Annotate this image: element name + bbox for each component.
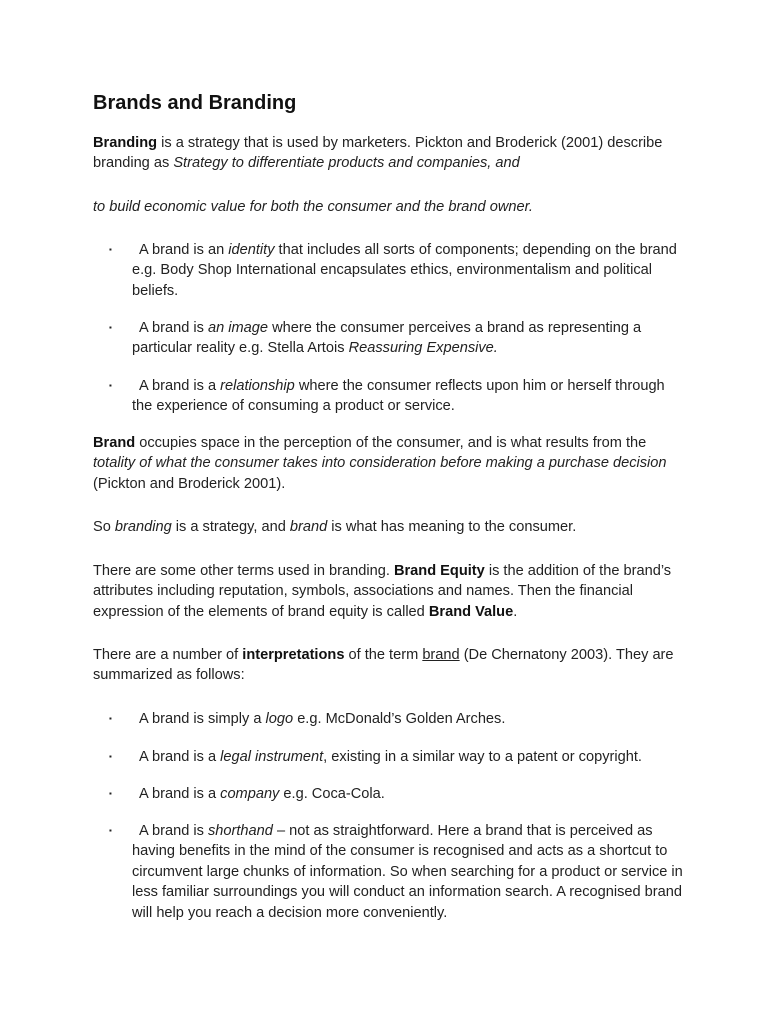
intro-paragraph: Branding is a strategy that is used by marketers. Pickton and Broderick (2001) describe branding as Strategy to differentiate products and companies, and	[93, 135, 663, 172]
term-brand-equity: Brand Equity	[393, 563, 485, 579]
term-branding: Branding	[93, 135, 158, 151]
term-brand-value: Brand Value	[428, 603, 514, 620]
so-paragraph: So branding is a strategy, and brand is what has meaning to the consumer.	[93, 519, 577, 535]
bullet-icon: ▪	[109, 752, 112, 761]
list-item: ▪ A brand is shorthand – not as straightforward. Here a brand that is perceived as having benefits in the mind of the consumer is recognised and acts as a shortcut to circumvent large chunks of information. So when searching for a product or service in less familiar surroundings you will conduct an information search. A recognised brand will help you reach a decision more conveniently.	[109, 823, 683, 921]
bullet-icon: ▪	[109, 789, 112, 798]
terms-paragraph: There are some other terms used in branding. Brand Equity is the addition of the brand’s attributes including reputation, symbols, associations and names. Then the financial expression of the elements of brand equity is called Brand Value.	[93, 563, 672, 620]
list-item: ▪ A brand is an image where the consumer perceives a brand as representing a particular reality e.g. Stella Artois Reassuring Expensive.	[109, 320, 642, 357]
term-interpretations: interpretations	[242, 647, 345, 663]
list-item: ▪ A brand is a legal instrument, existing in a similar way to a patent or copyright.	[93, 747, 683, 767]
list-item: ▪ A brand is simply a logo e.g. McDonald’s Golden Arches.	[93, 709, 683, 729]
term-brand-underlined: brand	[422, 647, 460, 663]
bullet-icon: ▪	[109, 714, 112, 723]
list-item: ▪ A brand is a relationship where the consumer reflects upon him or herself through the experience of consuming a product or service.	[109, 378, 665, 415]
bullet-icon: ▪	[109, 826, 112, 835]
intro-continuation: to build economic value for both the consumer and the brand owner.	[93, 199, 533, 215]
bullet-icon: ▪	[109, 245, 112, 254]
list-item: ▪ A brand is a company e.g. Coca-Cola.	[93, 784, 683, 804]
interpretations-paragraph: There are a number of interpretations of the term brand (De Chernatony 2003). They are summarized as follows:	[93, 647, 674, 684]
page-title: Brands and Branding	[93, 92, 297, 114]
bullet-icon: ▪	[109, 323, 112, 332]
bullet-icon: ▪	[109, 381, 112, 390]
brand-paragraph: Brand occupies space in the perception of the consumer, and is what results from the totality of what the consumer takes into consideration before making a purchase decision (Pickton and Broderick 2001).	[93, 435, 667, 492]
term-brand: Brand	[93, 435, 136, 451]
list-item: ▪ A brand is an identity that includes all sorts of components; depending on the brand e.g. Body Shop International encapsulates ethics, environmentalism and political beliefs.	[109, 242, 677, 299]
